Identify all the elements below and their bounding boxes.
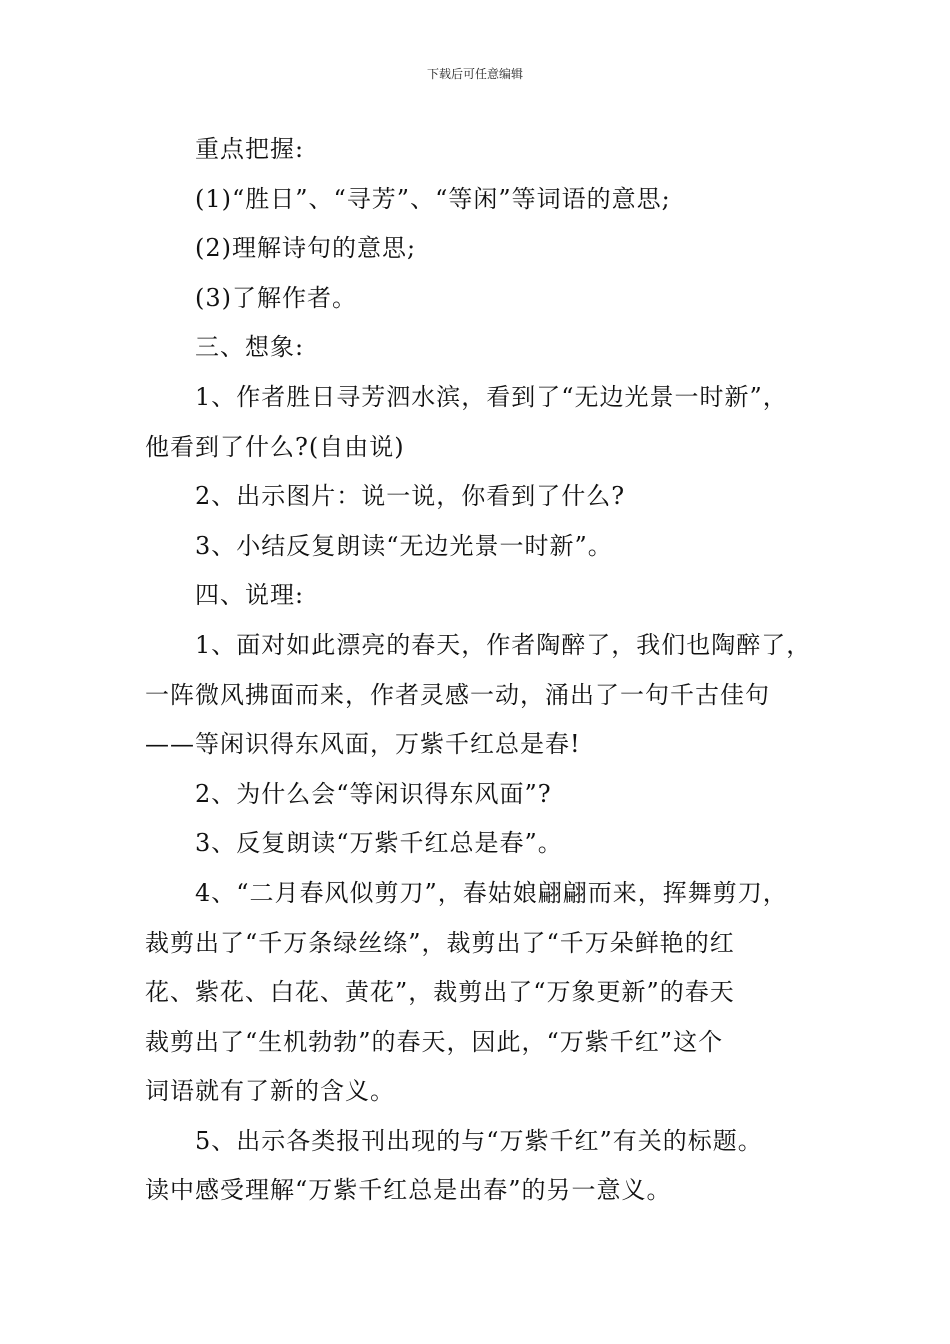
paragraph: [145, 274, 835, 324]
paragraph: [145, 621, 835, 770]
text-line: 1、面对如此漂亮的春天，作者陶醉了，我们也陶醉了，: [195, 630, 812, 659]
text-line: 裁剪出了“生机勃勃”的春天，因此，“万紫千红”这个: [145, 1027, 724, 1056]
paragraph: [145, 819, 835, 869]
text-line: 花、紫花、白花、黄花”，裁剪出了“万象更新”的春天: [145, 978, 735, 1007]
text-line: 1、作者胜日寻芳泗水滨，看到了“无边光景一时新”，: [195, 382, 788, 411]
paragraph: [145, 522, 835, 572]
paragraph: [145, 224, 835, 274]
section-heading: [145, 571, 835, 621]
document-body: [145, 125, 835, 1216]
text-line: 4、“二月春风似剪刀”，春姑娘翩翩而来，挥舞剪刀，: [195, 878, 788, 907]
text-line: 2、出示图片：说一说，你看到了什么?: [195, 482, 626, 511]
text-line: 重点把握:: [195, 135, 305, 163]
text-line: 3、小结反复朗读“无边光景一时新”。: [195, 531, 613, 560]
text-line: 他看到了什么?(自由说): [145, 432, 405, 461]
text-line: 3、反复朗读“万紫千红总是春”。: [195, 829, 563, 858]
text-line: 2、为什么会“等闲识得东风面”?: [195, 779, 552, 808]
text-line: 读中感受理解“万紫千红总是出春”的另一意义。: [145, 1176, 672, 1205]
text-line: 四、说理:: [195, 581, 305, 610]
paragraph: [145, 770, 835, 820]
paragraph: [145, 373, 835, 472]
page-header: 下载后可任意编辑: [426, 67, 523, 81]
paragraph: [145, 869, 835, 1117]
text-line: ——等闲识得东风面，万紫千红总是春!: [145, 730, 581, 759]
text-line: 一阵微风拂面而来，作者灵感一动，涌出了一句千古佳句: [145, 680, 770, 709]
paragraph: [145, 1117, 835, 1216]
text-line: 5、出示各类报刊出现的与“万紫千红”有关的标题。: [195, 1126, 763, 1155]
text-line: (2)理解诗句的意思;: [195, 234, 417, 263]
text-line: (1)“胜日”、“寻芳”、“等闲”等词语的意思;: [195, 184, 671, 213]
text-line: 三、想象:: [195, 333, 305, 362]
paragraph: [145, 472, 835, 522]
paragraph: [145, 125, 835, 175]
paragraph: [145, 175, 835, 225]
text-line: (3)了解作者。: [195, 283, 357, 312]
text-line: 词语就有了新的含义。: [145, 1077, 395, 1106]
section-heading: [145, 323, 835, 373]
text-line: 裁剪出了“千万条绿丝绦”，裁剪出了“千万朵鲜艳的红: [145, 928, 735, 957]
